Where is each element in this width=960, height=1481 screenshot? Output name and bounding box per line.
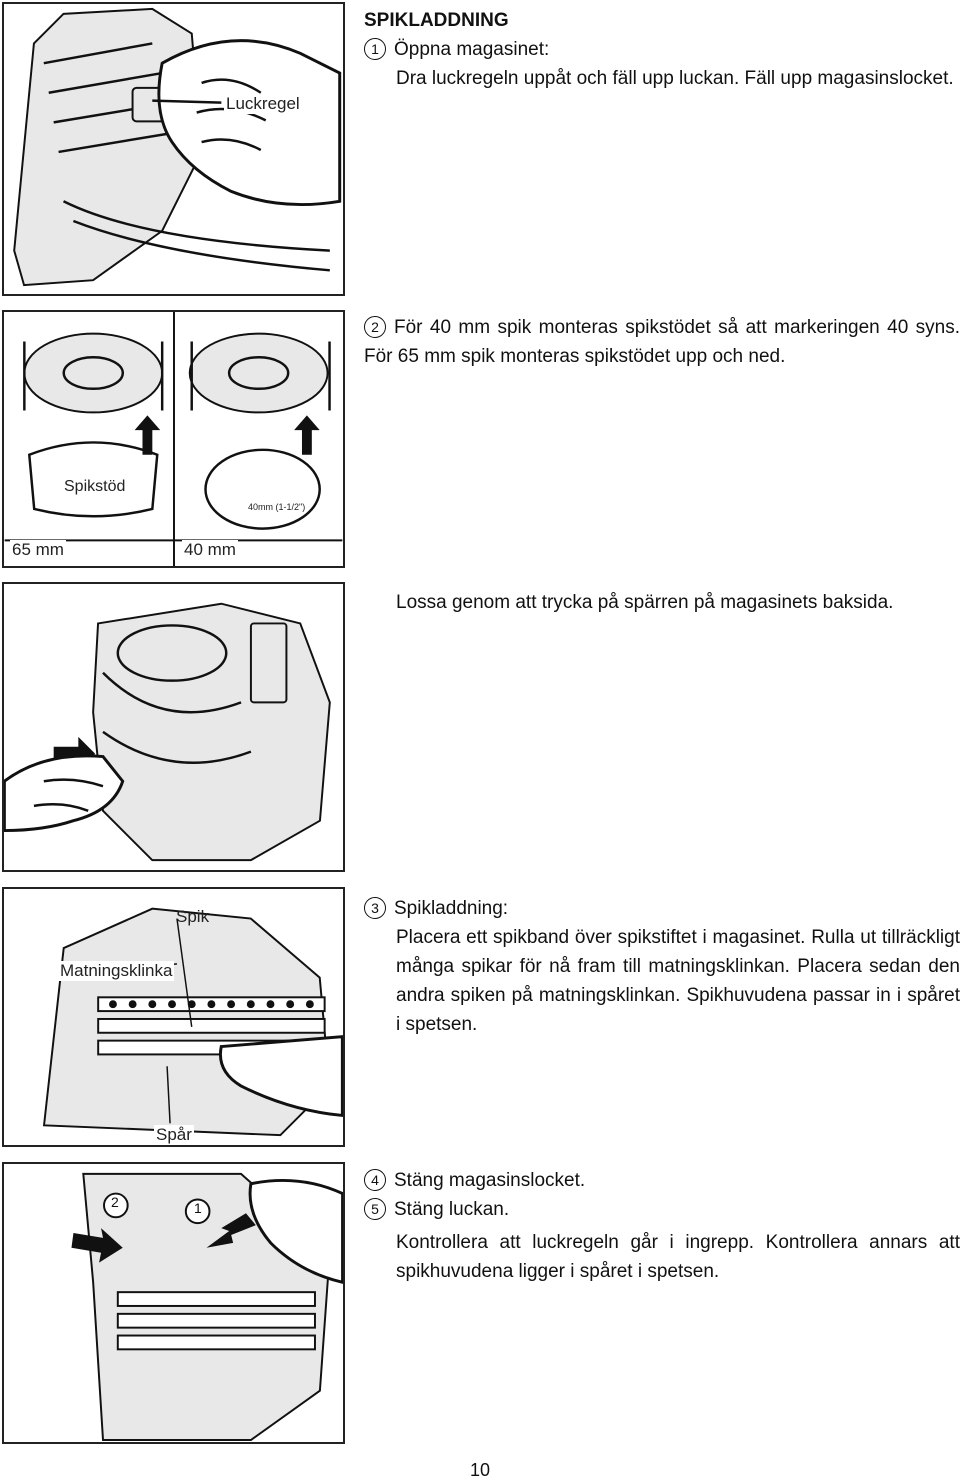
- section-title: SPIKLADDNING: [364, 10, 509, 31]
- close-magazine-illustration: [4, 1164, 343, 1442]
- release-latch-illustration: [4, 584, 343, 870]
- nail-loading-illustration: [4, 889, 343, 1145]
- step1-heading: Öppna magasinet:: [394, 39, 550, 60]
- nail-support-illustration: [4, 312, 343, 566]
- label-spar: Spår: [156, 1125, 192, 1144]
- step2-note-text: Lossa genom att trycka på spärren på magasinets baksida.: [396, 592, 894, 613]
- label-callout-2: 2: [111, 1194, 119, 1210]
- label-matningsklinka: Matningsklinka: [60, 961, 173, 980]
- step3-text: [364, 894, 960, 1039]
- step-number-1: 1: [364, 38, 386, 60]
- step5-body: Stäng luckan.: [394, 1199, 510, 1220]
- step4-line: [364, 1166, 960, 1195]
- step45-text: [364, 1166, 960, 1286]
- step-number-4: 4: [364, 1169, 386, 1191]
- step5-note: Kontrollera att luckregeln går i ingrepp. Kontrollera annars att spikhuvudena ligger i spåret i spetsen.: [396, 1232, 960, 1282]
- figure-release-latch: [2, 582, 345, 872]
- label-40mm: 40 mm: [184, 540, 236, 559]
- page-number: 10: [469, 1460, 491, 1480]
- step-number-5: 5: [364, 1198, 386, 1220]
- step2-line: [364, 313, 960, 371]
- figure-open-magazine: [2, 2, 345, 296]
- figure-close-magazine: [2, 1162, 345, 1444]
- step1-text: [364, 6, 960, 93]
- label-40mm-marking: 40mm (1-1/2"): [248, 502, 306, 512]
- step2-body: För 40 mm spik monteras spikstödet så att markeringen 40 syns. För 65 mm spik monteras spikstödet upp och ned.: [364, 317, 960, 367]
- figure-load-nails: [2, 887, 345, 1147]
- figure-nail-support: [2, 310, 345, 568]
- label-65mm: 65 mm: [12, 540, 64, 559]
- step1-body: Dra luckregeln uppåt och fäll upp luckan. Fäll upp magasinslocket.: [396, 68, 954, 89]
- label-callout-1: 1: [194, 1200, 202, 1216]
- step2-note: [364, 588, 960, 617]
- step4-body: Stäng magasinslocket.: [394, 1170, 586, 1191]
- step3-body: Placera ett spikband över spikstiftet i magasinet. Rulla ut tillräckligt många spikar för nå fram till matningsklinkan. Placera sedan den andra spiken på matningsklinkan. Spikhuvudena passar in i spåret i spetsen.: [396, 927, 960, 1035]
- label-spik: Spik: [176, 907, 210, 926]
- step-number-2: 2: [364, 316, 386, 338]
- step5-line: [364, 1195, 960, 1224]
- step2-text: [364, 313, 960, 371]
- nailer-latch-illustration: [4, 4, 343, 294]
- label-spikstod: Spikstöd: [64, 478, 126, 495]
- step3-heading-line: [364, 894, 960, 923]
- step-number-3: 3: [364, 897, 386, 919]
- label-luckregel: Luckregel: [226, 94, 300, 113]
- step1-heading-line: [364, 35, 960, 64]
- step3-heading: Spikladdning:: [394, 898, 509, 919]
